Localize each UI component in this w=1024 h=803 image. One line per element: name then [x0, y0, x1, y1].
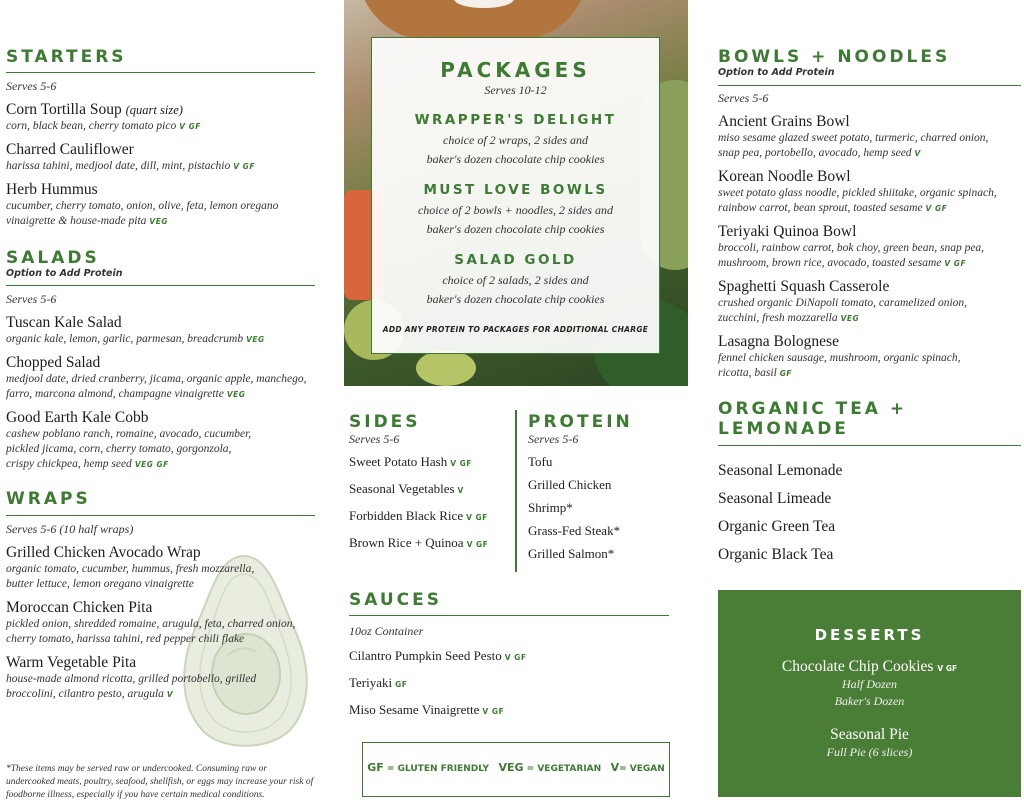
menu-item	[718, 168, 1021, 216]
starters-serves: Serves 5-6	[6, 79, 57, 93]
legend-veg-text: = VEGETARIAN	[526, 764, 602, 774]
item-description: broccolini, cilantro pesto, arugula	[6, 688, 164, 700]
dessert-option: Half Dozen	[842, 677, 897, 691]
list-item: Shrimp*	[528, 500, 573, 515]
item-name: Teriyaki	[349, 675, 393, 690]
menu-item	[6, 141, 315, 174]
diet-tag: V GF	[944, 259, 967, 268]
menu-item	[6, 409, 315, 472]
menu-item	[6, 101, 315, 134]
tea-header	[718, 399, 1021, 446]
salads-header	[6, 248, 315, 286]
diet-tag: V GF	[937, 664, 958, 673]
item-name: Spaghetti Squash Casserole	[718, 278, 890, 295]
sides-section	[349, 412, 509, 553]
menu-item	[718, 333, 1021, 381]
item-description: crispy chickpea, hemp seed	[6, 458, 132, 470]
item-description: cucumber, cherry tomato, onion, olive, feta, lemon oregano	[6, 200, 279, 212]
desserts-title: DESSERTS	[814, 626, 925, 644]
item-name: Teriyaki Quinoa Bowl	[718, 223, 857, 240]
item-name: Ancient Grains Bowl	[718, 113, 850, 130]
item-name: Herb Hummus	[6, 181, 98, 198]
package-name: WRAPPER'S DELIGHT	[414, 112, 617, 128]
desserts-panel	[718, 590, 1021, 797]
item-name: Tuscan Kale Salad	[6, 314, 122, 331]
salads-title: SALADS	[6, 248, 100, 268]
menu-item	[6, 354, 315, 402]
packages-title: PACKAGES	[440, 58, 591, 82]
item-name: Grilled Chicken Avocado Wrap	[6, 544, 201, 561]
item-description: corn, black bean, cherry tomato pico	[6, 120, 177, 132]
dessert-option: Full Pie (6 slices)	[826, 745, 913, 759]
package-name: SALAD GOLD	[454, 252, 577, 268]
item-description: house-made almond ricotta, grilled portobello, grilled	[6, 673, 257, 685]
package-description	[372, 131, 659, 169]
diet-tag: VEG	[226, 390, 246, 399]
item-description: vinaigrette & house-made pita	[6, 215, 147, 227]
salads-subtitle: Option to Add Protein	[6, 268, 123, 279]
package-desc-line: baker's dozen chocolate chip cookies	[426, 152, 605, 166]
sides-serves: Serves 5-6	[349, 432, 400, 446]
wraps-serves: Serves 5-6 (10 half wraps)	[6, 522, 134, 536]
item-description: mushroom, brown rice, avocado, toasted sesame	[718, 257, 942, 269]
list-item	[349, 507, 509, 526]
menu-item	[718, 278, 1021, 326]
packages-box	[371, 37, 660, 354]
item-name: Corn Tortilla Soup	[6, 101, 122, 118]
item-description: medjool date, dried cranberry, jicama, organic apple, manchego,	[6, 373, 307, 385]
item-description: pickled onion, shredded romaine, arugula, feta, charred onion,	[6, 618, 296, 630]
list-item: Grilled Chicken	[528, 477, 612, 492]
item-name: Warm Vegetable Pita	[6, 654, 137, 671]
item-description: organic kale, lemon, garlic, parmesan, breadcrumb	[6, 333, 244, 345]
left-column	[6, 47, 315, 702]
dessert-option: Baker's Dozen	[834, 694, 905, 708]
item-name: Seasonal Vegetables	[349, 481, 455, 496]
diet-tag: V	[457, 486, 464, 495]
packages-note: ADD ANY PROTEIN TO PACKAGES FOR ADDITIONAL CHARGE	[382, 325, 649, 334]
item-description: cashew poblano ranch, romaine, avocado, cucumber,	[6, 428, 252, 440]
avocado-slice-2	[416, 350, 476, 386]
protein-section	[528, 412, 678, 562]
sauces-serves: 10oz Container	[349, 624, 424, 638]
list-item	[349, 453, 509, 472]
dessert-item	[718, 658, 1021, 676]
item-description: miso sesame glazed sweet potato, turmeric, charred onion,	[718, 132, 989, 144]
package-name: MUST LOVE BOWLS	[423, 182, 608, 198]
menu-item	[718, 223, 1021, 271]
item-description: crushed organic DiNapoli tomato, caramelized onion,	[718, 297, 968, 309]
bowls-subtitle: Option to Add Protein	[718, 67, 835, 78]
protein-serves: Serves 5-6	[528, 432, 579, 446]
item-description: rainbow carrot, bean sprout, toasted sesame	[718, 202, 923, 214]
tea-title: ORGANIC TEA + LEMONADE	[718, 399, 908, 439]
list-item: Seasonal Limeade	[718, 490, 832, 507]
item-name: Good Earth Kale Cobb	[6, 409, 149, 426]
diet-tag: VEG	[840, 314, 860, 323]
list-item: Seasonal Lemonade	[718, 462, 843, 479]
item-description: zucchini, fresh mozzarella	[718, 312, 838, 324]
list-item	[349, 534, 509, 553]
sauces-header	[349, 590, 669, 616]
menu-item	[6, 544, 315, 592]
list-item: Grass-Fed Steak*	[528, 523, 621, 538]
item-name: Korean Noodle Bowl	[718, 168, 851, 185]
package-description	[372, 271, 659, 309]
menu-item	[6, 314, 315, 347]
bowls-serves: Serves 5-6	[718, 91, 769, 105]
list-item	[349, 480, 509, 499]
bowls-header	[718, 47, 1021, 86]
item-name: Sweet Potato Hash	[349, 454, 448, 469]
item-name: Charred Cauliflower	[6, 141, 134, 158]
legend-gf: GF	[367, 761, 384, 774]
wraps-title: WRAPS	[6, 489, 91, 509]
item-name: Brown Rice + Quinoa	[349, 535, 464, 550]
legend-gf-text: = GLUTEN FRIENDLY	[386, 764, 490, 774]
diet-tag: GF	[779, 369, 793, 378]
list-item: Organic Green Tea	[718, 518, 836, 535]
list-item	[349, 701, 669, 720]
list-item: Grilled Salmon*	[528, 546, 615, 561]
item-description: broccoli, rainbow carrot, bok choy, green bean, snap pea,	[718, 242, 985, 254]
sides-title: SIDES	[349, 412, 421, 432]
diet-tag: V	[166, 690, 174, 699]
item-qualifier: (quart size)	[125, 103, 183, 117]
starters-title: STARTERS	[6, 47, 127, 67]
item-description: farro, marcona almond, champagne vinaigrette	[6, 388, 224, 400]
salads-serves: Serves 5-6	[6, 292, 57, 306]
package-desc-line: choice of 2 salads, 2 sides and	[442, 273, 589, 287]
item-description: harissa tahini, medjool date, dill, mint, pistachio	[6, 160, 231, 172]
right-column	[718, 47, 1021, 564]
menu-item	[6, 654, 315, 702]
diet-tag: GF	[395, 680, 408, 689]
diet-tag: V GF	[450, 459, 472, 468]
list-item	[349, 674, 669, 693]
item-description: snap pea, portobello, avocado, hemp seed	[718, 147, 912, 159]
item-description: fennel chicken sausage, mushroom, organic spinach,	[718, 352, 961, 364]
item-name: Lasagna Bolognese	[718, 333, 839, 350]
legend-v-text: = VEGAN	[619, 764, 665, 774]
item-description: ricotta, basil	[718, 367, 777, 379]
legend-veg: VEG	[498, 761, 524, 774]
wraps-header	[6, 489, 315, 516]
diet-tag: V GF	[233, 162, 255, 171]
package-desc-line: choice of 2 bowls + noodles, 2 sides and	[417, 203, 614, 217]
item-name: Forbidden Black Rice	[349, 508, 464, 523]
item-name: Miso Sesame Vinaigrette	[349, 702, 480, 717]
package-description	[372, 201, 659, 239]
list-item: Organic Black Tea	[718, 546, 834, 563]
menu-item	[6, 599, 315, 647]
diet-tag: V GF	[482, 707, 505, 716]
item-name: Cilantro Pumpkin Seed Pesto	[349, 648, 502, 663]
sauces-title: SAUCES	[349, 590, 443, 610]
dessert-item: Seasonal Pie	[830, 726, 909, 743]
diet-tag: V GF	[925, 204, 948, 213]
starters-header	[6, 47, 315, 73]
diet-tag: V GF	[466, 540, 489, 549]
item-name: Moroccan Chicken Pita	[6, 599, 153, 616]
item-description: sweet potato glass noodle, pickled shiitake, organic spinach,	[718, 187, 997, 199]
sauces-section	[349, 590, 669, 720]
item-description: organic tomato, cucumber, hummus, fresh mozzarella,	[6, 563, 255, 575]
legend-v: V	[610, 761, 620, 774]
item-description: cherry tomato, harissa tahini, red pepper chili flake	[6, 633, 245, 645]
diet-tag: V GF	[466, 513, 488, 522]
item-name: Chocolate Chip Cookies	[781, 658, 934, 675]
item-name: Chopped Salad	[6, 354, 101, 371]
food-safety-disclaimer: *These items may be served raw or undercooked. Consuming raw or undercooked meats, poultry, seafood, shellfish, or eggs may increase your risk of foodborne illness, especially if you have certain medical conditions.	[6, 764, 314, 800]
diet-tag: V	[914, 149, 921, 158]
bowls-title: BOWLS + NOODLES	[718, 47, 951, 67]
diet-tag: VEG	[149, 217, 169, 226]
menu-item	[6, 181, 315, 229]
diet-legend	[362, 742, 670, 797]
packages-serves: Serves 10-12	[484, 83, 547, 97]
package-desc-line: baker's dozen chocolate chip cookies	[426, 292, 605, 306]
diet-tag: V GF	[179, 122, 201, 131]
protein-title: PROTEIN	[528, 412, 633, 432]
item-description: butter lettuce, lemon oregano vinaigrette	[6, 578, 194, 590]
package-desc-line: baker's dozen chocolate chip cookies	[426, 222, 605, 236]
list-item	[349, 647, 669, 666]
menu-item	[718, 113, 1021, 161]
diet-tag: VEG GF	[134, 460, 169, 469]
diet-tag: V GF	[504, 653, 527, 662]
list-item: Tofu	[528, 454, 553, 469]
column-divider	[515, 410, 517, 572]
package-desc-line: choice of 2 wraps, 2 sides and	[443, 133, 588, 147]
item-description: pickled jicama, corn, cherry tomato, gorgonzola,	[6, 443, 232, 455]
diet-tag: VEG	[246, 335, 265, 344]
